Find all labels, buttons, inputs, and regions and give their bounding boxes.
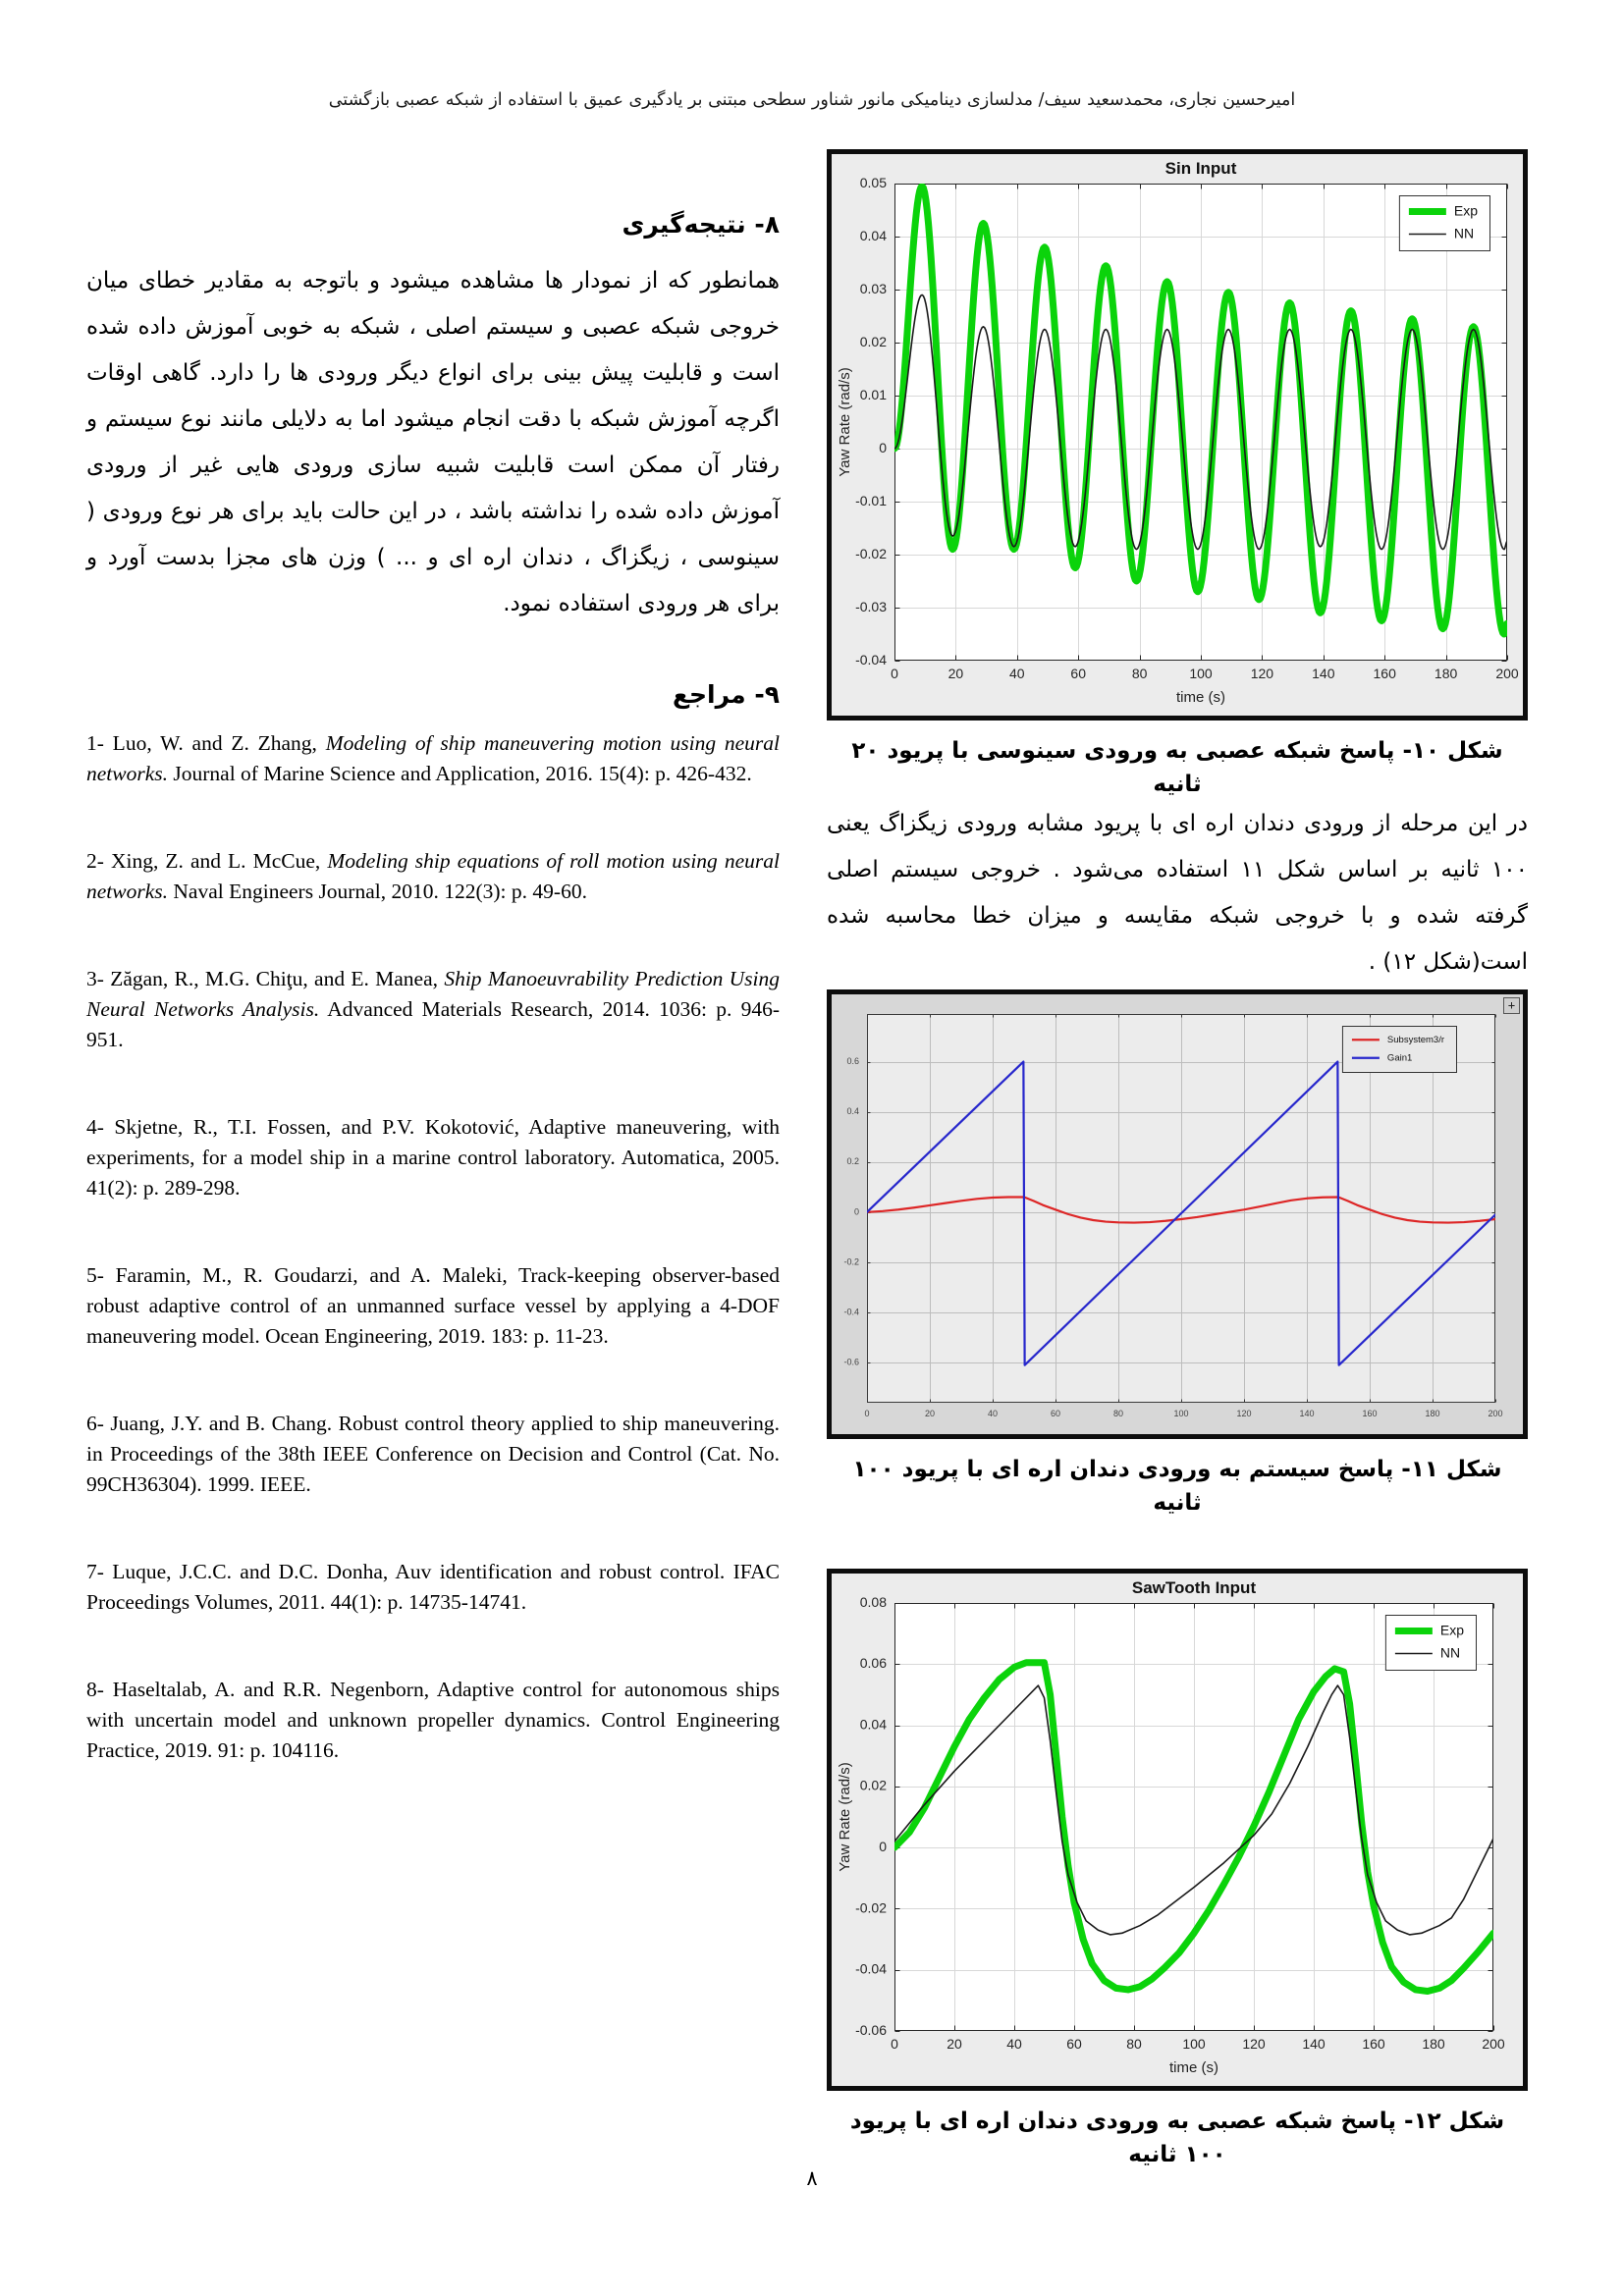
sin-input-chart	[832, 154, 1523, 716]
reference-item: 6- Juang, J.Y. and B. Chang. Robust control theory applied to ship maneuvering. in Proceedings of the 38th IEEE Conference on Decision and Control (Cat. No. 99CH36304). 1999. IEEE.	[86, 1412, 780, 1496]
method-paragraph: در این مرحله از ورودی دندان اره ای با پریود مشابه ورودی زیگزاگ یعنی ۱۰۰ ثانیه بر اساس شکل ۱۱ استفاده می‌شود . خروجی سیستم اصلی گرفته شده و با خروجی شبکه مقایسه و میزان خطا محاسبه شده است(شکل ۱۲) .	[827, 811, 1528, 975]
reference-list	[86, 728, 780, 1766]
figure-12	[827, 1569, 1528, 2091]
text-column	[86, 149, 780, 1766]
two-column-layout	[0, 149, 1624, 2171]
figure-11	[827, 989, 1528, 1439]
sawtooth-input-chart	[832, 1574, 1509, 2086]
page-number: ۸	[806, 2166, 818, 2190]
reference-item: 7- Luque, J.C.C. and D.C. Donha, Auv identification and robust control. IFAC Proceedings Volumes, 2011. 44(1): p. 14735-14741.	[86, 1560, 780, 1614]
reference-item: 5- Faramin, M., R. Goudarzi, and A. Maleki, Track-keeping observer-based robust adaptive control of an unmanned surface vessel by applying a 4-DOF maneuvering model. Ocean Engineering, 2019. 183: p. 11-23.	[86, 1263, 780, 1348]
figure-11-caption: شکل ۱۱- پاسخ سیستم به ورودی دندان اره ای با پریود ۱۰۰ ثانیه	[852, 1457, 1502, 1516]
figure-10	[827, 149, 1528, 721]
section-9-heading: ۹- مراجع	[672, 680, 780, 709]
running-head: امیرحسین نجاری، محمدسعید سیف/ مدلسازی دینامیکی مانور شناور سطحی مبتنی بر یادگیری عمیق با استفاده از شبکه عصبی بازگشتی	[328, 90, 1296, 110]
reference-item: 1- Luo, W. and Z. Zhang, Modeling of ship maneuvering motion using neural networks. Journal of Marine Science and Application, 2016. 15(4): p. 426-432.	[86, 731, 781, 785]
figure-12-caption: شکل ۱۲- پاسخ شبکه عصبی به ورودی دندان اره ای با پریود ۱۰۰ ثانیه	[849, 2109, 1505, 2167]
conclusion-paragraph: همانطور که از نمودار ها مشاهده میشود و باتوجه به مقادیر خطای میان خروجی شبکه عصبی و سیستم اصلی ، شبکه به خوبی آموزش داده شده است و قابلیت پیش بینی برای انواع دیگر ورودی ها را دارد. گاهی اوقات اگرچه آموزش شبکه با دقت انجام میشود اما به دلایلی مانند نوع سیستم و رفتار آن ممکن است قابلیت شبیه سازی ورودی هایی غیر از ورودی آموزش داده شده را نداشته باشد ، در این حالت باید برای هر نوع ورودی ( سینوسی ، زیگزاگ ، دندان اره ای و ... ) وزن های مجزا بدست آورد و برای هر ورودی استفاده نمود.	[86, 268, 780, 616]
reference-item: 2- Xing, Z. and L. McCue, Modeling ship equations of roll motion using neural networks. Naval Engineers Journal, 2010. 122(3): p. 49-60.	[86, 849, 780, 903]
reference-item: 3- Zăgan, R., M.G. Chiţu, and E. Manea, Ship Manoeuvrability Prediction Using Neural Networks Analysis. Advanced Materials Research, 2014. 1036: p. 946-951.	[86, 967, 780, 1051]
figure-10-caption: شکل ۱۰- پاسخ شبکه عصبی به ورودی سینوسی با پریود ۲۰ ثانیه	[851, 738, 1503, 797]
reference-item: 4- Skjetne, R., T.I. Fossen, and P.V. Kokotović, Adaptive maneuvering, with experiments, for a model ship in a marine control laboratory. Automatica, 2005. 41(2): p. 289-298.	[86, 1115, 780, 1200]
reference-item: 8- Haseltalab, A. and R.R. Negenborn, Adaptive control for autonomous ships with uncertain model and unknown propeller dynamics. Control Engineering Practice, 2019. 91: p. 104116.	[86, 1678, 780, 1762]
figure-column	[827, 149, 1528, 2171]
scope-maximize-icon: +	[1503, 997, 1520, 1014]
section-8-heading: ۸- نتیجه‌گیری	[622, 210, 780, 239]
sawtooth-response-scope-chart	[832, 994, 1509, 1434]
